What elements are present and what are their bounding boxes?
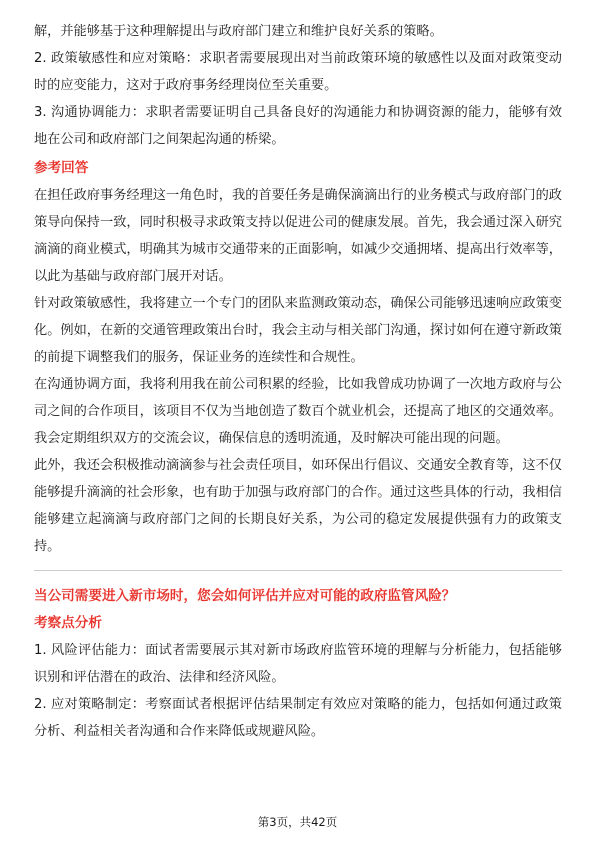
intro-tail-paragraph: 解，并能够基于这种理解提出与政府部门建立和维护良好关系的策略。 <box>34 24 443 39</box>
section-divider <box>34 570 562 571</box>
point-communication: 3. 沟通协调能力：求职者需要证明自己具备良好的沟通能力和协调资源的能力，能够有效地在公司和政府部门之间架起沟通的桥梁。 <box>34 105 562 147</box>
answer-paragraph: 在担任政府事务经理这一角色时，我的首要任务是确保滴滴出行的业务模式与政府部门的政策导向保持一致，同时积极寻求政策支持以促进公司的健康发展。首先，我会通过深入研究滴滴的商业模式，明确其为城市交通带来的正面影响，如减少交通拥堵、提高出行效率等，以此为基础与政府部门展开对话。 <box>34 188 562 284</box>
answer-paragraph: 在沟通协调方面，我将利用我在前公司积累的经验，比如我曾成功协调了一次地方政府与公司之间的合作项目，该项目不仅为当地创造了数百个就业机会，还提高了地区的交通效率。我会定期组织双方的交流会议，确保信息的透明流通，及时解决可能出现的问题。 <box>34 377 562 446</box>
answer-paragraph: 针对政策敏感性，我将建立一个专门的团队来监测政策动态，确保公司能够迅速响应政策变化。例如，在新的交通管理政策出台时，我会主动与相关部门沟通，探讨如何在遵守新政策的前提下调整我们的服务，保证业务的连续性和合规性。 <box>34 296 562 365</box>
document-body <box>34 18 562 745</box>
analysis-heading: 考察点分析 <box>34 615 102 631</box>
point-risk-assessment: 1. 风险评估能力：面试者需要展示其对新市场政府监管环境的理解与分析能力，包括能够识别和评估潜在的政治、法律和经济风险。 <box>34 643 562 685</box>
page-footer: 第3页，共42页 <box>257 815 338 829</box>
answer-paragraph: 此外，我还会积极推动滴滴参与社会责任项目，如环保出行倡议、交通安全教育等，这不仅能够提升滴滴的社会形象，也有助于加强与政府部门的合作。通过这些具体的行动，我相信能够建立起滴滴与政府部门之间的长期良好关系，为公司的稳定发展提供强有力的政策支持。 <box>34 458 562 554</box>
point-strategy: 2. 应对策略制定：考察面试者根据评估结果制定有效应对策略的能力，包括如何通过政策分析、利益相关者沟通和合作来降低或规避风险。 <box>34 697 562 739</box>
question-heading: 当公司需要进入新市场时，您会如何评估并应对可能的政府监管风险？ <box>34 588 456 604</box>
reference-answer-heading: 参考回答 <box>34 160 89 176</box>
point-policy-sensitivity: 2. 政策敏感性和应对策略：求职者需要展现出对当前政策环境的敏感性以及面对政策变动时的应变能力，这对于政府事务经理岗位至关重要。 <box>34 51 562 93</box>
